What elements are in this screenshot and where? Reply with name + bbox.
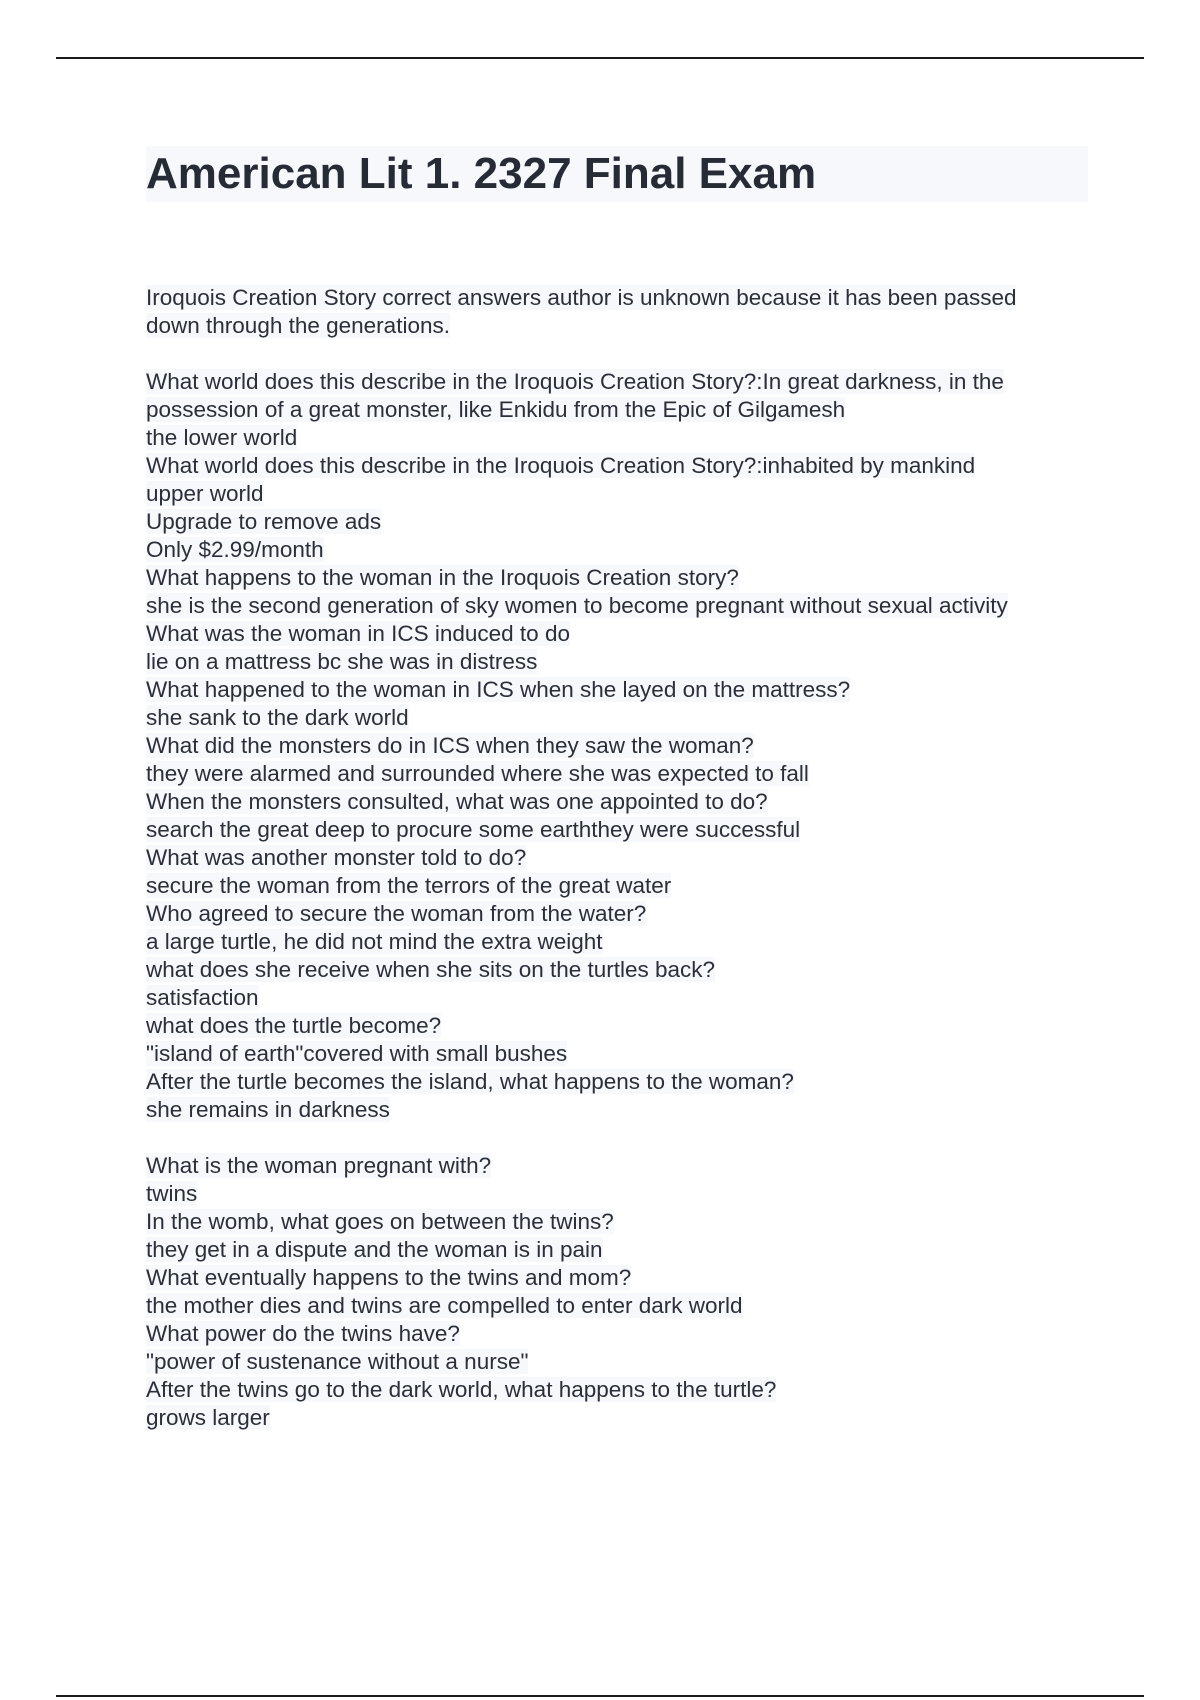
text-line	[146, 396, 1096, 424]
text-line-content: they get in a dispute and the woman is in pain	[146, 1237, 603, 1262]
text-line-content: a large turtle, he did not mind the extra weight	[146, 929, 603, 954]
text-line-content: Only $2.99/month	[146, 537, 324, 562]
text-line-content: down through the generations.	[146, 313, 450, 338]
text-line	[146, 1012, 1096, 1040]
text-line	[146, 452, 1096, 480]
title-block	[146, 146, 1088, 202]
text-line-content: What world does this describe in the Iroquois Creation Story?:In great darkness, in the	[146, 369, 1004, 394]
text-line-content: After the twins go to the dark world, what happens to the turtle?	[146, 1377, 777, 1402]
text-line-content: Who agreed to secure the woman from the water?	[146, 901, 647, 926]
text-line	[146, 592, 1096, 620]
text-line	[146, 620, 1096, 648]
text-line	[146, 284, 1096, 312]
text-line-content: lie on a mattress bc she was in distress	[146, 649, 538, 674]
text-line	[146, 1264, 1096, 1292]
text-line-content: Upgrade to remove ads	[146, 509, 382, 534]
text-line-content: What world does this describe in the Iroquois Creation Story?:inhabited by mankind	[146, 453, 976, 478]
text-line-content: upper world	[146, 481, 264, 506]
text-line	[146, 704, 1096, 732]
text-line	[146, 1236, 1096, 1264]
text-line-content: grows larger	[146, 1405, 270, 1430]
text-line	[146, 928, 1096, 956]
text-line-content: What is the woman pregnant with?	[146, 1153, 492, 1178]
text-line	[146, 536, 1096, 564]
text-line	[146, 1040, 1096, 1068]
text-line	[146, 1180, 1096, 1208]
text-line	[146, 1208, 1096, 1236]
text-line	[146, 956, 1096, 984]
text-line-content: "island of earth"covered with small bushes	[146, 1041, 568, 1066]
text-line-content: twins	[146, 1181, 198, 1206]
paragraph	[146, 1152, 1096, 1432]
text-line	[146, 1152, 1096, 1180]
text-line	[146, 900, 1096, 928]
text-line-content: What was the woman in ICS induced to do	[146, 621, 570, 646]
text-line	[146, 1292, 1096, 1320]
text-line	[146, 312, 1096, 340]
text-line	[146, 788, 1096, 816]
text-line-content: What happens to the woman in the Iroquois Creation story?	[146, 565, 739, 590]
text-line-content: search the great deep to procure some earththey were successful	[146, 817, 801, 842]
text-line	[146, 872, 1096, 900]
top-rule	[56, 57, 1144, 59]
text-line	[146, 1068, 1096, 1096]
text-line-content: what does she receive when she sits on the turtles back?	[146, 957, 716, 982]
text-line	[146, 816, 1096, 844]
text-line-content: When the monsters consulted, what was one appointed to do?	[146, 789, 768, 814]
text-line	[146, 480, 1096, 508]
text-line-content: "power of sustenance without a nurse"	[146, 1349, 529, 1374]
text-line	[146, 984, 1096, 1012]
text-line	[146, 844, 1096, 872]
text-line	[146, 1348, 1096, 1376]
text-line-content: What did the monsters do in ICS when they saw the woman?	[146, 733, 754, 758]
text-line	[146, 368, 1096, 396]
text-line	[146, 508, 1096, 536]
text-line	[146, 564, 1096, 592]
text-line	[146, 648, 1096, 676]
text-line-content: After the turtle becomes the island, what happens to the woman?	[146, 1069, 794, 1094]
text-line-content: the mother dies and twins are compelled to enter dark world	[146, 1293, 743, 1318]
text-line-content: what does the turtle become?	[146, 1013, 442, 1038]
text-line-content: What eventually happens to the twins and mom?	[146, 1265, 632, 1290]
text-line	[146, 424, 1096, 452]
text-line-content: she sank to the dark world	[146, 705, 409, 730]
text-line-content: possession of a great monster, like Enkidu from the Epic of Gilgamesh	[146, 397, 846, 422]
text-line-content: What power do the twins have?	[146, 1321, 460, 1346]
text-line-content: she remains in darkness	[146, 1097, 390, 1122]
text-line-content: In the womb, what goes on between the twins?	[146, 1209, 614, 1234]
text-line	[146, 1376, 1096, 1404]
text-line-content: they were alarmed and surrounded where she was expected to fall	[146, 761, 809, 786]
text-line	[146, 1404, 1096, 1432]
text-line-content: What was another monster told to do?	[146, 845, 527, 870]
text-line	[146, 676, 1096, 704]
text-line-content: secure the woman from the terrors of the great water	[146, 873, 672, 898]
text-line-content: Iroquois Creation Story correct answers author is unknown because it has been passed	[146, 285, 1017, 310]
bottom-rule	[56, 1695, 1144, 1697]
paragraph	[146, 368, 1096, 1124]
text-line	[146, 1096, 1096, 1124]
text-line-content: she is the second generation of sky women to become pregnant without sexual activity	[146, 593, 1008, 618]
text-line-content: satisfaction	[146, 985, 259, 1010]
text-line	[146, 1320, 1096, 1348]
text-line	[146, 732, 1096, 760]
paragraph	[146, 284, 1096, 340]
text-line	[146, 760, 1096, 788]
text-line-content: What happened to the woman in ICS when she layed on the mattress?	[146, 677, 851, 702]
document-body	[146, 284, 1096, 1432]
document-title: American Lit 1. 2327 Final Exam	[146, 149, 817, 198]
text-line-content: the lower world	[146, 425, 298, 450]
